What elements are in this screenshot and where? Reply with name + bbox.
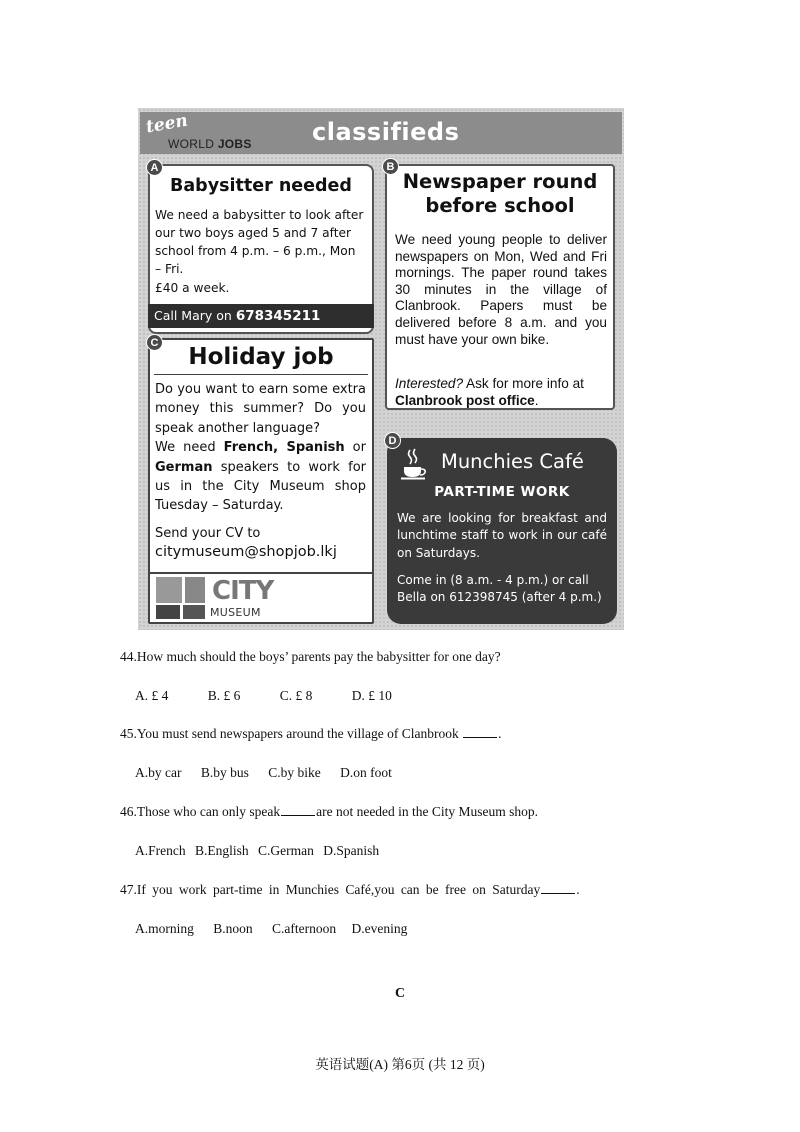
ad-babysitter bbox=[148, 164, 374, 334]
ad-a-body: We need a babysitter to look after our two boys aged 5 and 7 after school from 4 p.m. – 6 p.m., Mon – Fri. bbox=[155, 208, 364, 276]
ad-c-label: C bbox=[146, 334, 163, 351]
ad-a-title: Babysitter needed bbox=[170, 176, 352, 196]
option: C.by bike bbox=[268, 765, 321, 780]
option: B.English bbox=[195, 843, 249, 858]
option: B. £ 6 bbox=[207, 688, 241, 703]
classifieds-banner bbox=[140, 112, 622, 154]
question-45: 45.You must send newspapers around the village of Clanbrook . bbox=[120, 726, 502, 741]
logo-world-jobs: WORLD JOBS bbox=[168, 137, 252, 151]
option: D.Spanish bbox=[323, 843, 380, 858]
option: C.afternoon bbox=[272, 921, 337, 936]
ad-c-divider bbox=[154, 374, 368, 375]
ad-d-title: Munchies Café bbox=[441, 450, 584, 473]
ad-d-body: We are looking for breakfast and lunchtime staff to work in our café on Saturdays. bbox=[397, 511, 607, 560]
answer-blank bbox=[541, 884, 575, 894]
logo-square bbox=[156, 605, 180, 619]
logo-square bbox=[156, 577, 182, 603]
ad-d-subtitle: PART-TIME WORK bbox=[434, 484, 570, 500]
question-45-options bbox=[135, 765, 392, 781]
question-47-options bbox=[135, 921, 407, 937]
option: A.French bbox=[135, 843, 186, 858]
option: A.by car bbox=[135, 765, 182, 780]
logo-city-text: CITY bbox=[212, 576, 274, 606]
section-label: C bbox=[394, 986, 406, 1001]
city-museum-logo bbox=[150, 572, 372, 622]
option: C. £ 8 bbox=[279, 688, 313, 703]
option: D.evening bbox=[351, 921, 408, 936]
ad-c-body: Do you want to earn some extra money this summer? Do you speak another language? We need French, Spanish or German speakers to work for us in the City Museum shop Tuesday – Saturday. bbox=[155, 382, 367, 514]
ad-b-title: Newspaper round before school bbox=[402, 170, 598, 217]
ad-munchies-cafe bbox=[387, 438, 617, 624]
ad-holiday-job bbox=[148, 338, 374, 624]
logo-square bbox=[185, 577, 205, 603]
question-46-options bbox=[135, 843, 379, 859]
logo-teen: teen bbox=[144, 110, 190, 138]
coffee-cup-icon bbox=[401, 448, 427, 480]
ad-newspaper-round bbox=[385, 164, 615, 410]
option: B.noon bbox=[213, 921, 253, 936]
answer-blank bbox=[463, 728, 497, 738]
banner-title: classifieds bbox=[312, 118, 460, 146]
question-44: 44.How much should the boys’ parents pay the babysitter for one day? bbox=[120, 649, 501, 664]
ad-b-label: B bbox=[382, 158, 399, 175]
question-47: 47.If you work part-time in Munchies Café,you can be free on Saturday . bbox=[120, 882, 580, 897]
ad-b-body: We need young people to deliver newspapers on Mon, Wed and Fri mornings. The paper round takes 30 minutes in the village of Clanbrook. Papers must be delivered before 8 a.m. and you must have your own bike. bbox=[395, 232, 607, 347]
option: B.by bus bbox=[200, 765, 249, 780]
option: D. £ 10 bbox=[351, 688, 392, 703]
ad-d-label: D bbox=[384, 432, 401, 449]
question-44-options bbox=[135, 688, 392, 704]
question-46: 46.Those who can only speak are not needed in the City Museum shop. bbox=[120, 804, 539, 819]
option: A.morning bbox=[135, 921, 194, 936]
ad-d-call: Come in (8 a.m. - 4 p.m.) or call Bella on 612398745 (after 4 p.m.) bbox=[397, 573, 602, 605]
answer-blank bbox=[281, 806, 315, 816]
option: D.on foot bbox=[340, 765, 392, 780]
ad-c-title: Holiday job bbox=[188, 344, 334, 370]
option: A. £ 4 bbox=[135, 688, 169, 703]
ad-c-email: citymuseum@shopjob.lkj bbox=[155, 544, 337, 560]
ad-c-cv: Send your CV to citymuseum@shopjob.lkj bbox=[155, 526, 337, 560]
ad-a-label: A bbox=[146, 159, 163, 176]
ad-a-pay: £40 a week. bbox=[155, 281, 230, 295]
classifieds-panel bbox=[138, 108, 624, 630]
ad-a-call-bar: Call Mary on 678345211 bbox=[148, 304, 374, 328]
ad-b-info: Interested? Ask for more info at Clanbrook post office. bbox=[395, 376, 584, 408]
logo-square bbox=[183, 605, 205, 619]
page-footer: 英语试题(A) 第6页 (共 12 页) bbox=[315, 1057, 485, 1072]
logo-museum-text: MUSEUM bbox=[210, 606, 261, 619]
option: C.German bbox=[258, 843, 314, 858]
